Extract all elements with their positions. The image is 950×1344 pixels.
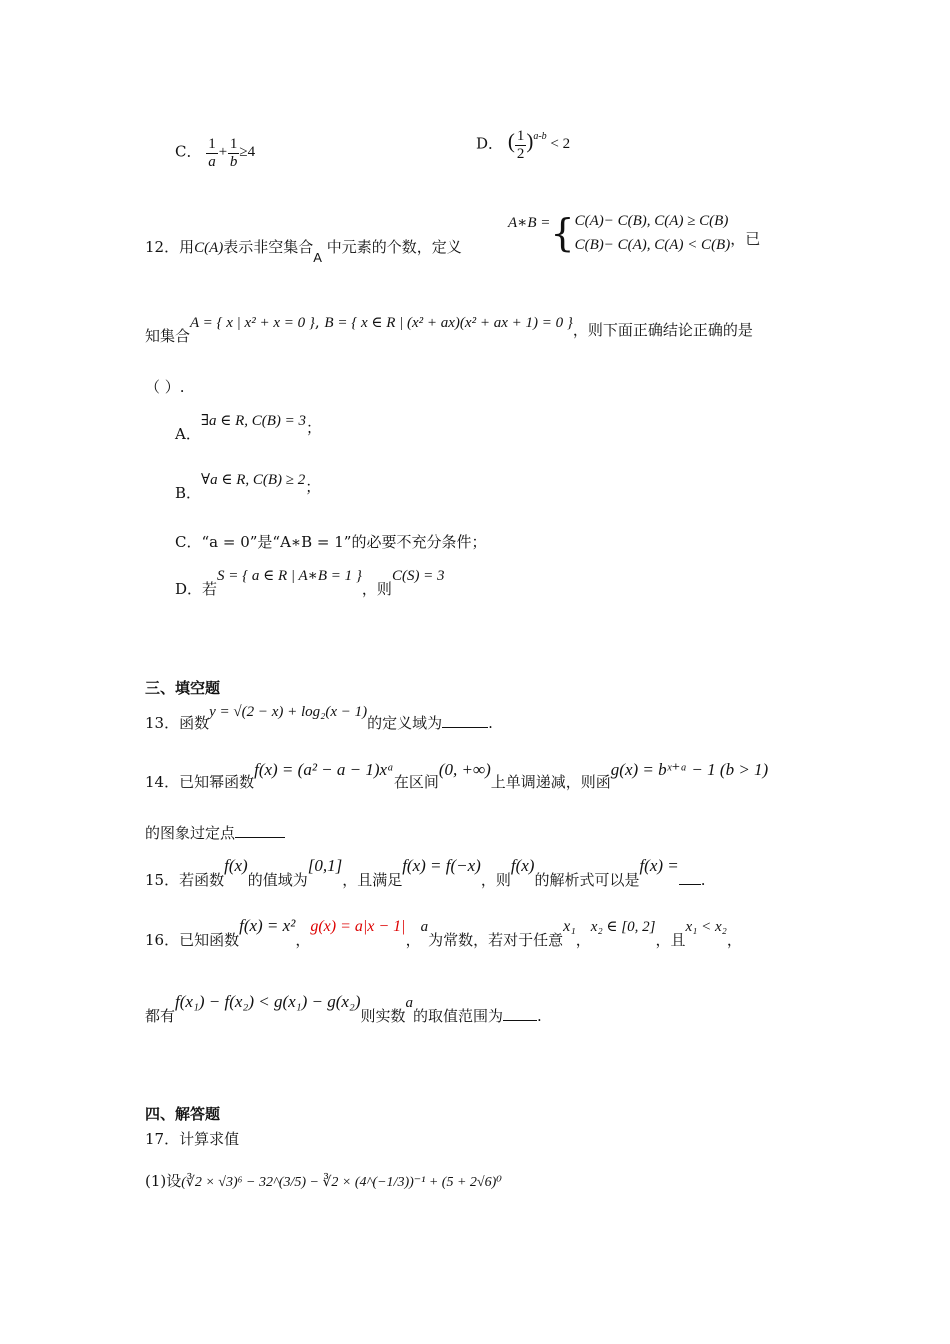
question-text: 则实数 [360,1007,406,1025]
q16-line2 [145,992,542,1026]
question-text: 表示非空集合 [223,238,314,256]
question-text: 为常数，若对于任意 [428,931,564,949]
punctuation: . [488,714,493,732]
q14-line2 [145,822,285,843]
answer-blank[interactable] [503,1006,537,1021]
q17-title: 17．计算求值 [145,1130,240,1148]
math-expression: g(x) = bˣ⁺ᵃ − 1 (b > 1) [610,760,769,779]
punctuation: ； [306,419,322,437]
option-label: C． [175,533,202,551]
answer-blank[interactable] [679,870,701,885]
q11-option-c [175,136,255,170]
math-expression: f(x₁) − f(x₂) < g(x₁) − g(x₂) [175,992,361,1011]
question-text: 的解析式可以是 [534,871,640,889]
q15 [145,856,706,890]
definition-case-1: C(A)− C(B), C(A) ≥ C(B) [574,213,729,229]
question-text: 的取值范围为 [413,1007,504,1025]
question-text: 14．已知幂函数 [145,773,255,791]
punctuation: ， [726,931,742,949]
question-number: 12．用 [145,238,195,256]
math-inline: x₁ [563,918,576,935]
brace-icon: { [550,211,575,255]
question-text: 16．已知函数 [145,931,240,949]
q17-part1 [145,1170,502,1191]
question-text: 都有 [145,1007,176,1025]
question-text: 15．若函数 [145,871,225,889]
set-a-subscript: A [313,250,322,265]
definition-lhs: A∗B = [508,214,551,231]
option-text: ，则 [361,580,392,598]
punctuation: ； [305,478,321,496]
q12-option-b [175,470,320,503]
question-text: 知集合 [145,327,191,345]
q12-option-d [175,566,445,599]
question-text: 在区间 [393,773,439,791]
punctuation: ， [295,931,311,949]
q12-definition [508,209,760,257]
math-expression: f(x) = [639,856,679,875]
punctuation: ， [575,931,591,949]
math-inline: f(x) [510,856,535,875]
math-expression: x₂ ∈ [0, 2] [590,919,656,935]
q14-line1 [145,760,768,792]
math-inline: C(A) [194,240,224,256]
q16-line1 [145,916,742,950]
math-interval: (0, +∞) [438,760,491,779]
option-label: B． [175,484,202,502]
section-title-fill-blank: 三、填空题 [145,679,221,697]
question-text: ，且 [655,931,686,949]
q13 [145,702,493,733]
punctuation: ， [405,931,421,949]
math-expression: f(x) = (a² − a − 1)xᵃ [254,760,394,779]
math-expression: S = { a ∈ R | A∗B = 1 } [217,568,362,584]
punctuation: . [700,871,706,889]
question-text: 上单调递减，则函 [490,773,611,791]
question-text: ，则下面正确结论正确的是 [572,321,753,339]
math-expression: y = √(2 − x) + log₂(x − 1) [209,704,368,720]
math-inline: a [420,919,429,935]
math-interval: [0,1] [307,856,343,875]
math-expression-highlight: g(x) = a|x − 1| [310,918,406,935]
set-b-definition: B = { x ∈ R | (x² + ax)(x² + ax + 1) = 0 } [324,315,573,331]
set-a-definition: A = { x | x² + x = 0 } [190,315,315,331]
answer-blank[interactable] [442,713,488,728]
q12-line1 [145,236,462,265]
option-label: A． [175,425,201,443]
math-expression: C(S) = 3 [391,568,445,584]
math-expression: f(x) = f(−x) [402,856,481,875]
q12-option-c [175,531,486,552]
question-text: ，已 [730,229,761,248]
math-expression: ∀a ∈ R, C(B) ≥ 2 [201,472,306,488]
q12-option-a [175,411,321,444]
question-text: ，则 [480,871,511,889]
q12-paren: （ ）. [145,378,185,396]
option-text: “a = 0”是“A∗B = 1”的必要不充分条件； [201,533,487,551]
punctuation: . [537,1007,542,1025]
math-inline: a [405,995,414,1011]
answer-blank[interactable] [235,823,285,838]
question-text: 的图象过定点 [145,824,236,842]
math-expression: (∛2 × √3)⁶ − 32^(3/5) − ∛2 × (4^(−1/3))⁻¹ + (5 + 2√6)⁰ [181,1175,502,1190]
math-expression: x₁ < x₂ [685,919,727,935]
option-label: D．若 [175,580,218,598]
question-text: 13．函数 [145,714,210,732]
section-title-answer: 四、解答题 [145,1105,221,1123]
math-expression: $\frac{1}{a}$ + $\frac{1}{b}$ ≥4 [208,136,256,170]
question-text: 的值域为 [247,871,308,889]
question-text: 的定义域为 [367,714,443,732]
question-text: ，且满足 [342,871,403,889]
definition-case-2: C(B)− C(A), C(A) < C(B) [574,237,731,253]
q12-line2: 知集合A = { x | x² + x = 0 }, B = { x ∈ R | (x² + ax)(x² + ax + 1) = 0 }，则下面正确结论正确的是 [145,313,753,345]
question-text: (1)设 [145,1172,182,1190]
option-label: C． [175,142,202,161]
math-expression: f(x) = x² [239,916,296,935]
math-inline: f(x) [224,856,248,875]
q11-option-d [476,128,570,162]
question-text: 中元素的个数，定义 [326,238,462,256]
math-expression: ∃a ∈ R, C(B) = 3 [200,413,307,429]
math-expression: ( $\frac{1}{2}$ )$^{a-b}$ < 2 [507,128,571,162]
option-label: D． [476,134,504,153]
